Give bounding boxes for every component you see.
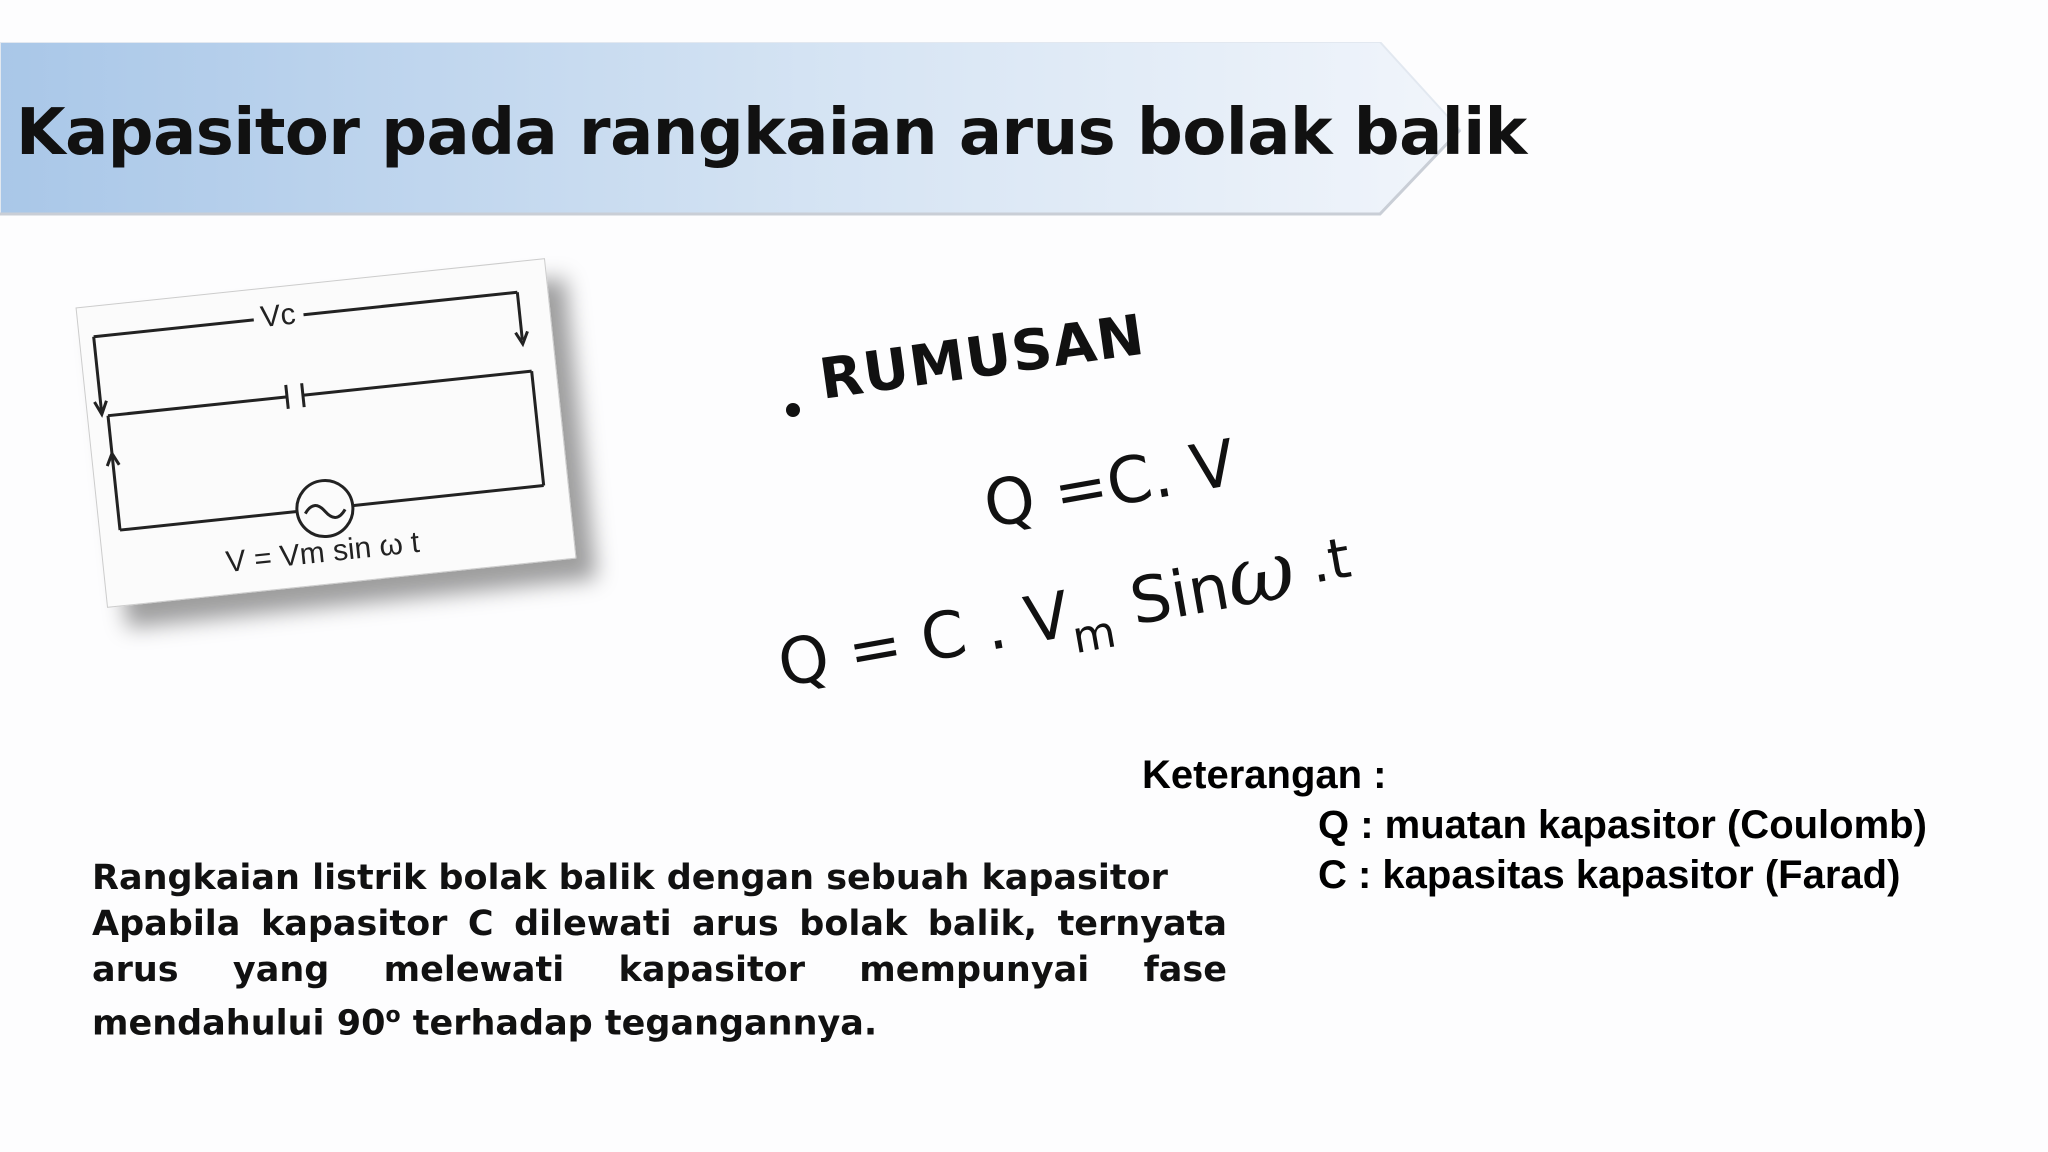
formula-charge-sinusoidal (770, 512, 1358, 706)
description-body-block (92, 901, 1227, 1047)
formula-time: .t (1287, 525, 1356, 600)
circuit-diagram (76, 258, 577, 608)
slide-title: Kapasitor pada rangkaian arus bolak balik (16, 96, 1527, 170)
keterangan-c: C : kapasitas kapasitor (Farad) (1318, 853, 1901, 897)
description-body: Apabila kapasitor C dilewati arus bolak balik, ternyata arus yang melewati kapasitor mempunyai fase mendahului 90 (92, 904, 1227, 1044)
formula-main: Q = C . V (772, 578, 1076, 703)
bullet-dot (786, 403, 800, 417)
description-paragraph (92, 855, 1227, 1047)
description-end: terhadap tegangannya. (400, 1003, 878, 1044)
rumusan-heading: RUMUSAN (815, 302, 1149, 413)
formula-charge: Q =C. V (978, 426, 1242, 544)
formula-subscript: m (1068, 606, 1120, 665)
formula-sin: Sin (1104, 550, 1235, 644)
keterangan-title: Keterangan : (1142, 753, 1387, 797)
keterangan-q: Q : muatan kapasitor (Coulomb) (1318, 803, 1927, 847)
degree-mark: o (385, 1003, 401, 1028)
formula-omega: ω (1219, 521, 1302, 628)
description-line1: Rangkaian listrik bolak balik dengan sebuah kapasitor (92, 858, 1168, 898)
voltage-capacitor-label: Vc (258, 297, 298, 335)
source-voltage-label: V = Vm sin ω t (224, 525, 421, 580)
